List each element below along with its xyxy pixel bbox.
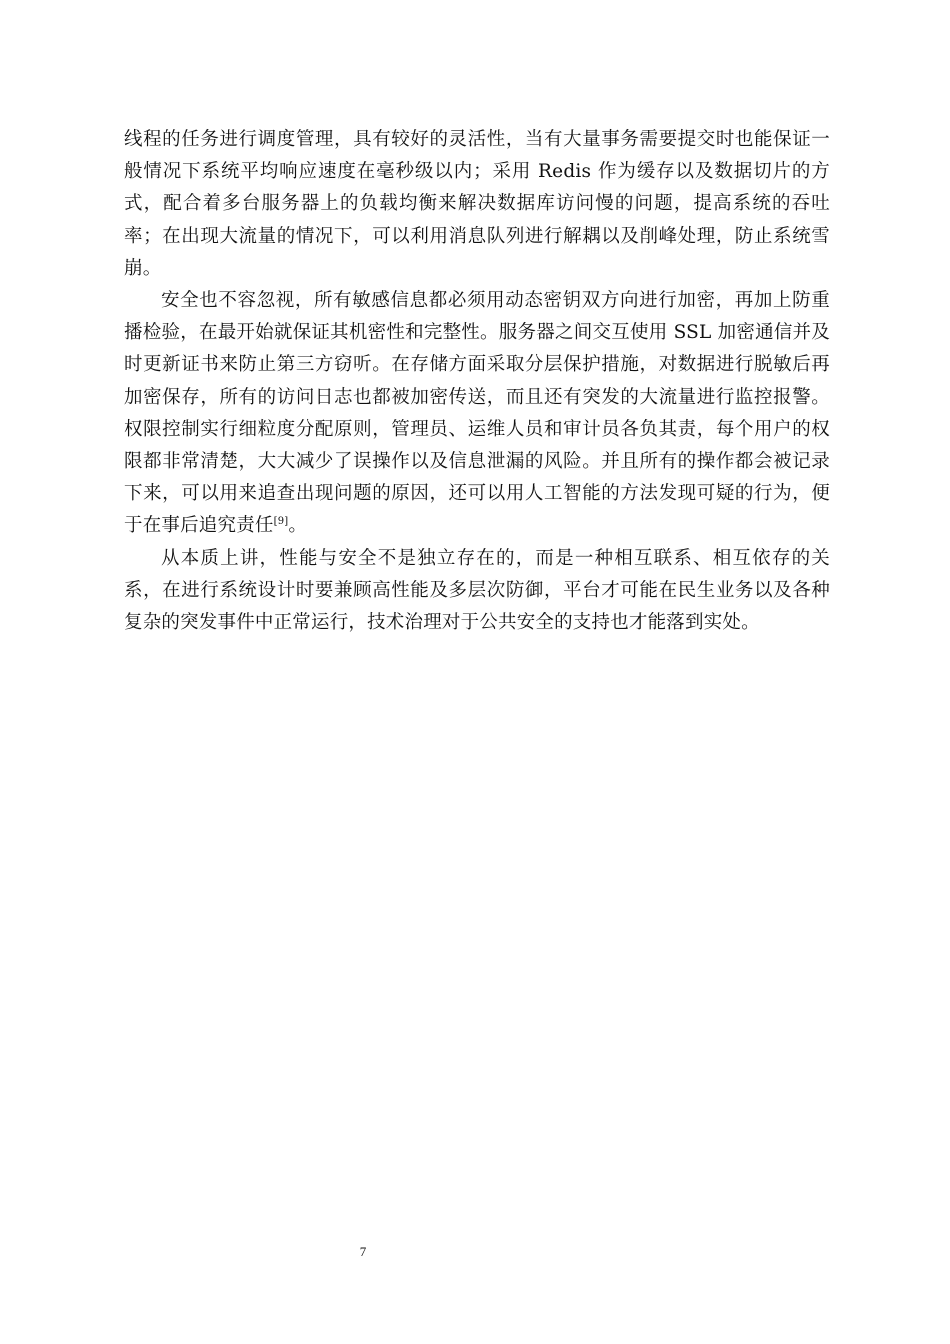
paragraph-2-end: 。 — [288, 515, 308, 537]
paragraph-conclusion — [124, 543, 830, 640]
paragraph-continued — [124, 124, 830, 285]
paragraph-2-text: 安全也不容忽视，所有敏感信息都必须用动态密钥双方向进行加密，再加上防重播检验，在最开始就保证其机密性和完整性。服务器之间交互使用 SSL 加密通信并及时更新证书来防止第三方窃听。在存储方面采取分层保护措施，对数据进行脱敏后再加密保存，所有的访问日志也都被加密传送，而且还有突发的大流量进行监控报警。权限控制实行细粒度分配原则，管理员、运维人员和审计员各负其责，每个用户的权限都非常清楚，大大减少了误操作以及信息泄漏的风险。并且所有的操作都会被记录下来，可以用来追查出现问题的原因，还可以用人工智能的方法发现可疑的行为，便于在事后追究责任 — [124, 290, 830, 537]
page-number: 7 — [359, 1244, 367, 1259]
body-text — [124, 124, 830, 639]
paragraph-3-text: 从本质上讲，性能与安全不是独立存在的，而是一种相互联系、相互依存的关系，在进行系统设计时要兼顾高性能及多层次防御，平台才可能在民生业务以及各种复杂的突发事件中正常运行，技术治理对于公共安全的支持也才能落到实处。 — [124, 547, 830, 634]
citation-reference: [9] — [273, 516, 289, 528]
paragraph-security — [124, 285, 830, 543]
paragraph-1-text: 线程的任务进行调度管理，具有较好的灵活性，当有大量事务需要提交时也能保证一般情况下系统平均响应速度在毫秒级以内；采用 Redis 作为缓存以及数据切片的方式，配合着多台服务器上的负载均衡来解决数据库访问慢的问题，提高系统的吞吐率；在出现大流量的情况下，可以利用消息队列进行解耦以及削峰处理，防止系统雪崩。 — [124, 129, 830, 279]
